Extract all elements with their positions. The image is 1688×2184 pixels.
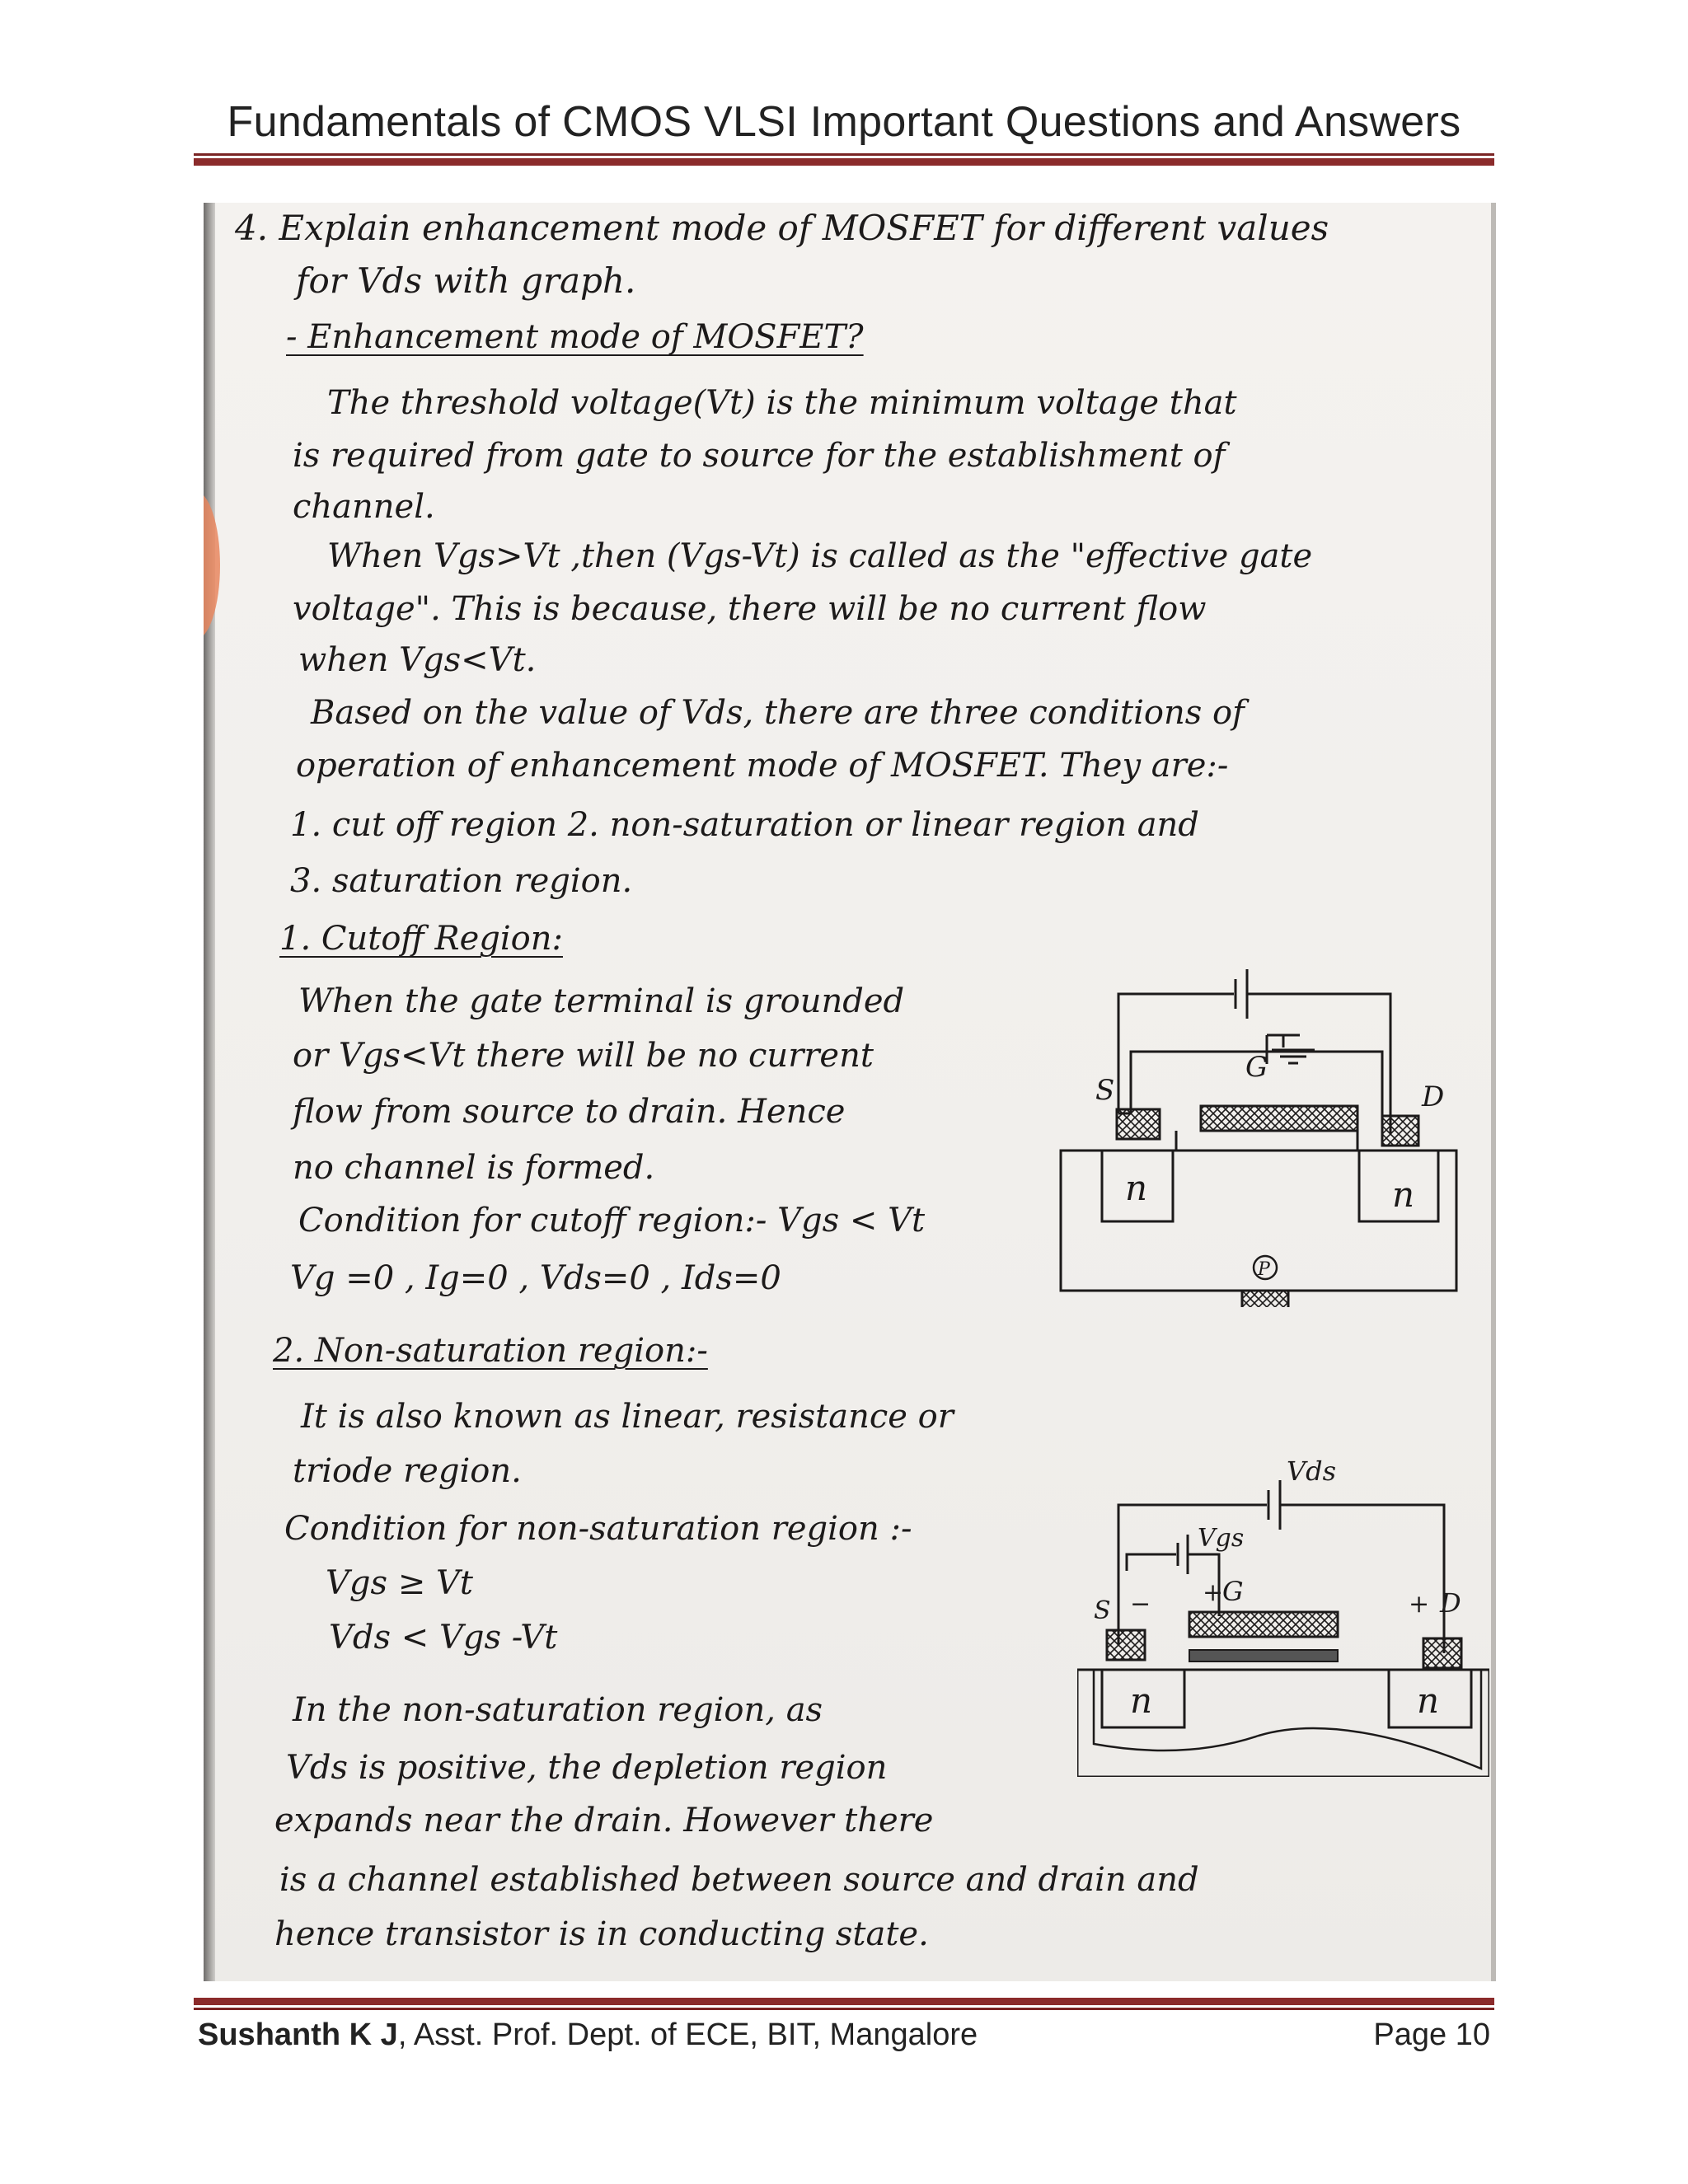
footer-credit <box>198 2018 978 2053</box>
section-heading: - Enhancement mode of MOSFET? <box>286 318 864 356</box>
diagram-label-minus: − <box>1130 1590 1151 1619</box>
paragraph-line: operation of enhancement mode of MOSFET. They are:- <box>296 747 1229 785</box>
paragraph-line: when Vgs<Vt. <box>298 641 537 679</box>
paragraph-line: 1. cut off region 2. non-saturation or linear region and <box>290 806 1199 844</box>
footer-affiliation: , Asst. Prof. Dept. of ECE, BIT, Mangalore <box>397 2018 978 2052</box>
diagram-label-source: S <box>1095 1074 1115 1107</box>
nonsat-line: In the non-saturation region, as <box>293 1691 823 1729</box>
nonsat-line: Vgs ≥ Vt <box>326 1564 473 1602</box>
diagram-label-gate: G <box>1222 1576 1244 1607</box>
page-header-title: Fundamentals of CMOS VLSI Important Questions and Answers <box>227 98 1461 146</box>
diagram-label-gate: G <box>1245 1051 1268 1084</box>
diagram-label-plus-drain: + <box>1409 1590 1430 1619</box>
diagram-label-n-right: n <box>1392 1174 1415 1215</box>
diagram-label-source: S <box>1094 1596 1111 1625</box>
diagram-label-vds: Vds <box>1287 1455 1337 1487</box>
diagram-label-n-left: n <box>1125 1168 1148 1208</box>
header-rule-thick <box>194 158 1494 166</box>
nonsat-line: expands near the drain. However there <box>274 1802 934 1840</box>
diagram-label-plus-gate: + <box>1203 1578 1224 1607</box>
paragraph-line: The threshold voltage(Vt) is the minimum voltage that <box>327 384 1237 422</box>
cutoff-line: When the gate terminal is grounded <box>298 982 905 1020</box>
question-line: 4. Explain enhancement mode of MOSFET for different values <box>235 208 1329 248</box>
paragraph-line: When Vgs>Vt ,then (Vgs-Vt) is called as the "effective gate <box>327 537 1313 575</box>
cutoff-line: flow from source to drain. Hence <box>293 1093 846 1131</box>
cutoff-line: or Vgs<Vt there will be no current <box>293 1037 874 1075</box>
diagram-label-n-right: n <box>1417 1680 1440 1721</box>
nonsat-line: Vds is positive, the depletion region <box>286 1749 888 1787</box>
cutoff-heading: 1. Cutoff Region: <box>279 920 563 958</box>
nonsat-line: Vds < Vgs -Vt <box>329 1619 558 1657</box>
footer-author: Sushanth K J <box>198 2018 398 2052</box>
nonsat-line: is a channel established between source and drain and <box>279 1861 1199 1899</box>
paragraph-line: Based on the value of Vds, there are three conditions of <box>311 694 1245 732</box>
orange-tab-decoration <box>204 491 220 640</box>
question-line: for Vds with graph. <box>296 260 636 301</box>
page-right-edge <box>1491 203 1496 1981</box>
diagram-label-drain: D <box>1440 1587 1461 1619</box>
cutoff-line: no channel is formed. <box>293 1149 655 1187</box>
diagram-label-substrate: P <box>1258 1259 1270 1280</box>
footer-rule-thin <box>194 2008 1494 2010</box>
paragraph-line: channel. <box>293 488 435 526</box>
nonsat-line: hence transistor is in conducting state. <box>274 1915 929 1953</box>
paragraph-line: 3. saturation region. <box>290 862 633 900</box>
paragraph-line: voltage". This is because, there will be no current flow <box>293 590 1207 628</box>
diagram-label-vgs: Vgs <box>1198 1524 1245 1553</box>
nonsat-mosfet-diagram <box>1077 1447 1489 1777</box>
footer-page-number: Page 10 <box>1373 2018 1490 2052</box>
footer-rule-thick <box>194 1998 1494 2005</box>
page-edge-shadow <box>204 203 215 1981</box>
cutoff-line: Vg =0 , Ig=0 , Vds=0 , Ids=0 <box>290 1259 781 1297</box>
header-rule-thin <box>194 153 1494 156</box>
cutoff-line: Condition for cutoff region:- Vgs < Vt <box>298 1202 926 1240</box>
nonsat-heading: 2. Non-saturation region:- <box>273 1332 708 1370</box>
diagram-label-drain: D <box>1422 1080 1445 1113</box>
handwritten-notes-image <box>204 203 1496 1981</box>
cutoff-mosfet-diagram <box>1053 961 1465 1307</box>
nonsat-line: It is also known as linear, resistance or <box>301 1398 954 1436</box>
nonsat-line: triode region. <box>293 1452 522 1490</box>
diagram-label-n-left: n <box>1130 1680 1153 1721</box>
nonsat-line: Condition for non-saturation region :- <box>284 1510 912 1548</box>
paragraph-line: is required from gate to source for the establishment of <box>293 437 1226 475</box>
